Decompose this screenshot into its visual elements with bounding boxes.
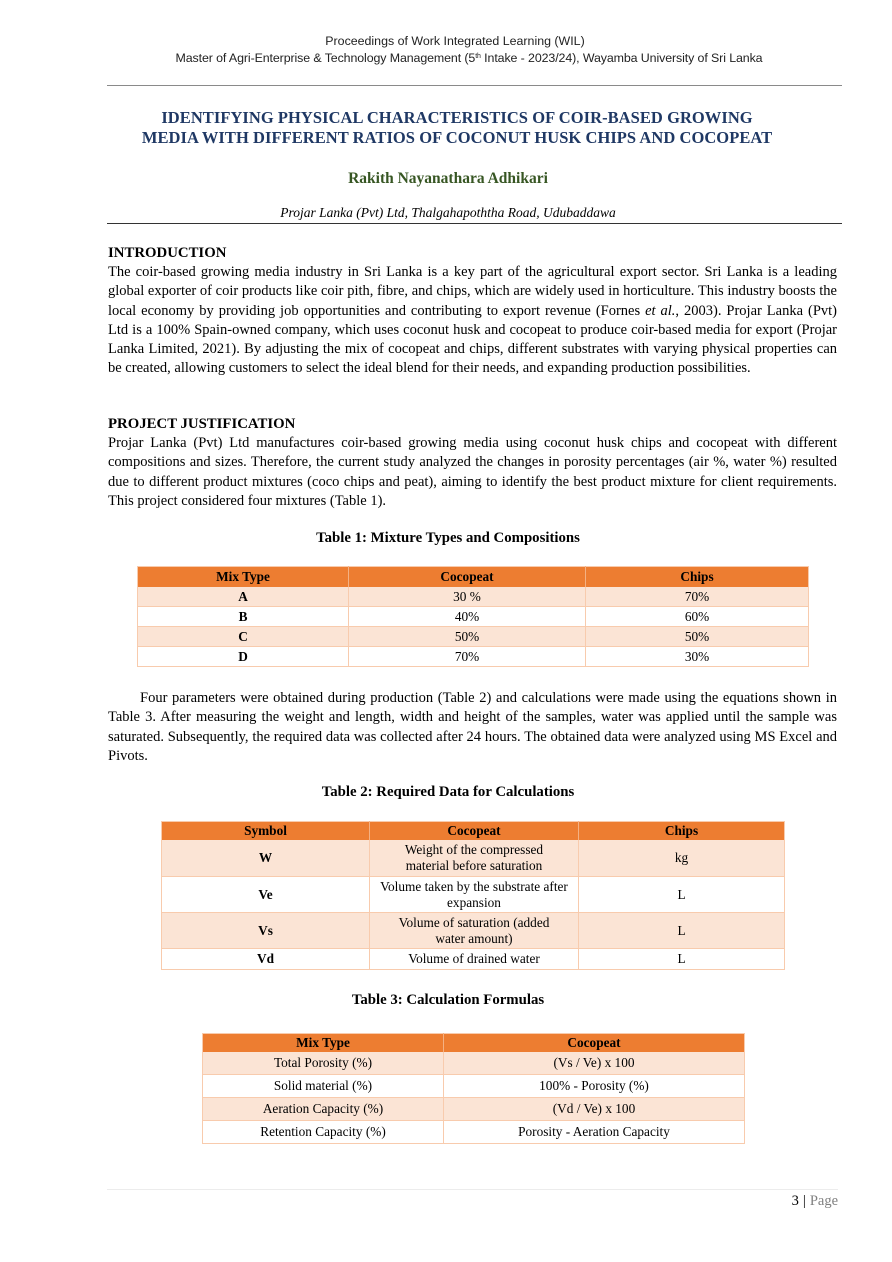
header-line-2-text-end: Intake - 2023/24), Wayamba University of Sri Lanka	[480, 51, 763, 65]
table2-caption: Table 2: Required Data for Calculations	[321, 784, 575, 800]
table-row	[138, 627, 809, 647]
table-header-row	[203, 1034, 745, 1052]
cell: (Vs / Ve) x 100	[444, 1052, 745, 1075]
header-line-2	[0, 50, 892, 67]
cell: Volume taken by the substrate after expansion	[370, 877, 579, 913]
table-row	[138, 607, 809, 627]
cell: D	[138, 647, 349, 667]
page-number-value: 3	[791, 1193, 799, 1209]
table-row	[162, 949, 785, 970]
footer-divider	[107, 1189, 838, 1190]
cell: B	[138, 607, 349, 627]
cell: Porosity - Aeration Capacity	[444, 1121, 745, 1144]
cell: Total Porosity (%)	[203, 1052, 444, 1075]
header-superscript: th	[475, 53, 481, 60]
cell: C	[138, 627, 349, 647]
affiliation-divider	[107, 223, 842, 224]
cell: (Vd / Ve) x 100	[444, 1098, 745, 1121]
table-row	[203, 1075, 745, 1098]
cell: A	[138, 587, 349, 607]
table-row	[162, 877, 785, 913]
header-line-2-text: Master of Agri-Enterprise & Technology Management (5	[175, 51, 476, 65]
column-header: Cocopeat	[370, 822, 579, 840]
justification-text: Projar Lanka (Pvt) Ltd manufactures coir-based growing media using coconut husk chips and cocopeat with different compositions and sizes. Therefore, the current study analyzed the changes in porosity percentages (air %, water %) resulted due to different product mixtures (coco chips and peat), aiming to identify the best product mixture for client requirements. This project considered four mixtures (Table 1).	[108, 435, 837, 509]
intro-text-b: , 2003). Projar Lanka (Pvt) Ltd is a 100% Spain-owned company, which uses coconut husk and cocopeat to produce coir-based media for export (Projar Lanka Limited, 2021). By adjusting the mix of cocopeat and chips, different substrates with varying physical properties can be created, allowing customers to select the ideal blend for their needs, and expanding production possibilities.	[108, 302, 837, 377]
introduction-section	[108, 244, 837, 379]
cell: Volume of drained water	[370, 949, 579, 970]
cell: Vd	[162, 949, 370, 970]
table-header-row	[138, 567, 809, 587]
table-row	[203, 1121, 745, 1144]
cell: Ve	[162, 877, 370, 913]
cell: 70%	[349, 647, 586, 667]
cell: Solid material (%)	[203, 1075, 444, 1098]
table-header-row	[162, 822, 785, 840]
cell: 50%	[586, 627, 809, 647]
page-number	[792, 1193, 838, 1210]
cell: 50%	[349, 627, 586, 647]
running-header	[0, 33, 892, 67]
cell: 30 %	[349, 587, 586, 607]
title-line-2: MEDIA WITH DIFFERENT RATIOS OF COCONUT HUSK CHIPS AND COCOPEAT	[141, 128, 773, 147]
intro-text-a: The coir-based growing media industry in Sri Lanka is a key part of the agricultural export sector. Sri Lanka is a leading global exporter of coir products like coir pith, fibre, and chips, which are widely used in horticulture. This industry boosts the local economy by providing job opportunities and contributing to export revenue (Fornes	[108, 264, 837, 319]
table1-mixture-types	[137, 566, 809, 667]
page-label: Page	[809, 1193, 838, 1209]
cell: W	[162, 840, 370, 877]
table-row	[138, 587, 809, 607]
title-line-1: IDENTIFYING PHYSICAL CHARACTERISTICS OF COIR-BASED GROWING	[161, 108, 753, 127]
cell: Vs	[162, 913, 370, 949]
column-header: Chips	[586, 567, 809, 587]
cell: 40%	[349, 607, 586, 627]
cell: Weight of the compressed material before saturation	[370, 840, 579, 877]
column-header: Mix Type	[203, 1034, 444, 1052]
column-header: Chips	[579, 822, 785, 840]
justification-section	[108, 415, 837, 511]
methods-paragraph: Four parameters were obtained during production (Table 2) and calculations were made using the equations shown in Table 3. After measuring the weight and length, width and height of the samples, water was applied until the sample was saturated. Subsequently, the required data was collected after 24 hours. The obtained data were analyzed using MS Excel and Pivots.	[108, 690, 837, 764]
header-divider	[107, 85, 842, 86]
cell: Volume of saturation (added water amount)	[370, 913, 579, 949]
intro-text-italic: et al.	[645, 302, 676, 319]
paper-title	[100, 108, 814, 148]
justification-heading: PROJECT JUSTIFICATION	[108, 416, 296, 432]
author-name: Rakith Nayanathara Adhikari	[348, 170, 548, 187]
cell: 100% - Porosity (%)	[444, 1075, 745, 1098]
table3-caption: Table 3: Calculation Formulas	[351, 992, 545, 1008]
cell: L	[579, 877, 785, 913]
introduction-heading: INTRODUCTION	[108, 245, 227, 261]
table-row	[138, 647, 809, 667]
cell: 30%	[586, 647, 809, 667]
cell: Aeration Capacity (%)	[203, 1098, 444, 1121]
affiliation: Projar Lanka (Pvt) Ltd, Thalgahapoththa Road, Udubaddawa	[280, 205, 616, 220]
cell: Retention Capacity (%)	[203, 1121, 444, 1144]
column-header: Symbol	[162, 822, 370, 840]
cell: L	[579, 949, 785, 970]
cell: L	[579, 913, 785, 949]
table3-calculation-formulas	[202, 1033, 745, 1144]
introduction-text	[108, 263, 837, 379]
cell: 60%	[586, 607, 809, 627]
table1-caption: Table 1: Mixture Types and Compositions	[316, 530, 580, 546]
table-row	[162, 840, 785, 877]
cell: kg	[579, 840, 785, 877]
cell: 70%	[586, 587, 809, 607]
column-header: Mix Type	[138, 567, 349, 587]
table-row	[203, 1052, 745, 1075]
table2-required-data	[161, 821, 785, 970]
header-line-1: Proceedings of Work Integrated Learning (WIL)	[325, 34, 585, 48]
column-header: Cocopeat	[349, 567, 586, 587]
table-row	[162, 913, 785, 949]
page-separator: |	[802, 1193, 806, 1209]
column-header: Cocopeat	[444, 1034, 745, 1052]
table-row	[203, 1098, 745, 1121]
